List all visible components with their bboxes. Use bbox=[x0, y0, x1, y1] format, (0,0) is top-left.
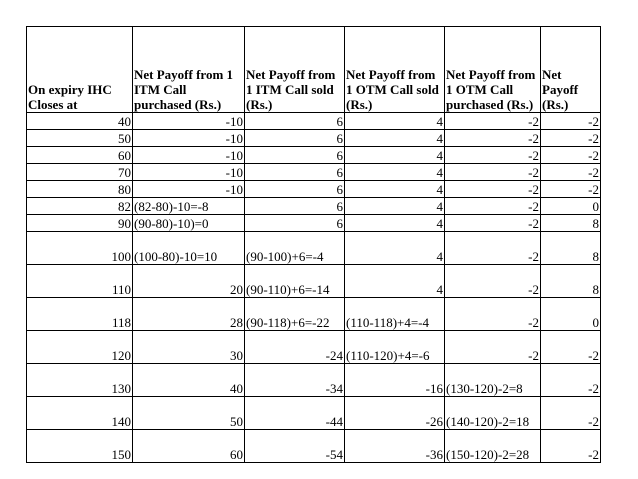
table-row bbox=[27, 298, 601, 331]
table-cell: -2 bbox=[541, 181, 601, 198]
table-row bbox=[27, 147, 601, 164]
table-cell: 0 bbox=[541, 298, 601, 331]
table-cell: 0 bbox=[541, 198, 601, 215]
table-cell: 6 bbox=[245, 215, 345, 232]
table-cell: -2 bbox=[445, 232, 541, 265]
table-cell: 6 bbox=[245, 181, 345, 198]
table-cell: 4 bbox=[345, 198, 445, 215]
table-cell: -2 bbox=[445, 130, 541, 147]
column-header: Net Payoff from 1 ITM Call sold (Rs.) bbox=[245, 27, 345, 113]
table-cell: 50 bbox=[27, 130, 133, 147]
table-cell: 6 bbox=[245, 130, 345, 147]
table-cell: -2 bbox=[541, 364, 601, 397]
table-row bbox=[27, 181, 601, 198]
table-cell: 118 bbox=[27, 298, 133, 331]
table-row bbox=[27, 215, 601, 232]
table-cell: 4 bbox=[345, 130, 445, 147]
table-cell: -2 bbox=[541, 397, 601, 430]
table-row bbox=[27, 164, 601, 181]
table-cell: -34 bbox=[245, 364, 345, 397]
table-row bbox=[27, 265, 601, 298]
table-row bbox=[27, 364, 601, 397]
table-cell: 20 bbox=[133, 265, 245, 298]
table-cell: -2 bbox=[541, 430, 601, 463]
table-cell: 90 bbox=[27, 215, 133, 232]
table-body bbox=[27, 113, 601, 463]
table-cell: (90-80)-10)=0 bbox=[133, 215, 245, 232]
table-cell: 6 bbox=[245, 147, 345, 164]
table-cell: 40 bbox=[133, 364, 245, 397]
table-cell: 6 bbox=[245, 164, 345, 181]
table-cell: 140 bbox=[27, 397, 133, 430]
table-row bbox=[27, 331, 601, 364]
column-header: Net Payoff from 1 OTM Call sold (Rs.) bbox=[345, 27, 445, 113]
table-cell: -36 bbox=[345, 430, 445, 463]
table-cell: (90-100)+6=-4 bbox=[245, 232, 345, 265]
table-row bbox=[27, 130, 601, 147]
table-cell: (110-118)+4=-4 bbox=[345, 298, 445, 331]
table-cell: 120 bbox=[27, 331, 133, 364]
table-cell: -2 bbox=[541, 164, 601, 181]
table-cell: -2 bbox=[445, 265, 541, 298]
table-cell: 130 bbox=[27, 364, 133, 397]
table-row bbox=[27, 113, 601, 130]
table-cell: -2 bbox=[541, 331, 601, 364]
table-cell: -2 bbox=[445, 215, 541, 232]
table-cell: (100-80)-10=10 bbox=[133, 232, 245, 265]
table-cell: -2 bbox=[445, 298, 541, 331]
table-cell: 28 bbox=[133, 298, 245, 331]
table-cell: -54 bbox=[245, 430, 345, 463]
table-cell: -2 bbox=[541, 147, 601, 164]
table-cell: 70 bbox=[27, 164, 133, 181]
table-cell: -2 bbox=[541, 130, 601, 147]
table-cell: 50 bbox=[133, 397, 245, 430]
table-cell: 80 bbox=[27, 181, 133, 198]
table-cell: 100 bbox=[27, 232, 133, 265]
table-cell: 4 bbox=[345, 147, 445, 164]
table-cell: -2 bbox=[445, 147, 541, 164]
table-cell: -16 bbox=[345, 364, 445, 397]
column-header: Net Payoff from 1 ITM Call purchased (Rs.) bbox=[133, 27, 245, 113]
table-cell: -2 bbox=[541, 113, 601, 130]
table-cell: (82-80)-10=-8 bbox=[133, 198, 245, 215]
table-cell: 4 bbox=[345, 265, 445, 298]
table-cell: 82 bbox=[27, 198, 133, 215]
table-cell: -10 bbox=[133, 130, 245, 147]
table-cell: -2 bbox=[445, 164, 541, 181]
table-cell: 8 bbox=[541, 215, 601, 232]
table-cell: 4 bbox=[345, 181, 445, 198]
table-row bbox=[27, 198, 601, 215]
table-cell: (110-120)+4=-6 bbox=[345, 331, 445, 364]
payoff-table bbox=[26, 26, 601, 463]
table-cell: 4 bbox=[345, 164, 445, 181]
table-cell: 6 bbox=[245, 113, 345, 130]
table-cell: -2 bbox=[445, 181, 541, 198]
column-header: On expiry IHC Closes at bbox=[27, 27, 133, 113]
table-cell: (90-118)+6=-22 bbox=[245, 298, 345, 331]
table-cell: 110 bbox=[27, 265, 133, 298]
column-header: Net Payoff from 1 OTM Call purchased (Rs.) bbox=[445, 27, 541, 113]
table-cell: 4 bbox=[345, 113, 445, 130]
table-cell: 30 bbox=[133, 331, 245, 364]
table-cell: (130-120)-2=8 bbox=[445, 364, 541, 397]
table-cell: 40 bbox=[27, 113, 133, 130]
table-cell: 150 bbox=[27, 430, 133, 463]
table-cell: 60 bbox=[27, 147, 133, 164]
table-cell: -2 bbox=[445, 331, 541, 364]
table-cell: -10 bbox=[133, 164, 245, 181]
table-cell: -24 bbox=[245, 331, 345, 364]
table-cell: 8 bbox=[541, 265, 601, 298]
table-cell: -10 bbox=[133, 181, 245, 198]
table-cell: -44 bbox=[245, 397, 345, 430]
table-cell: (140-120)-2=18 bbox=[445, 397, 541, 430]
table-cell: (150-120)-2=28 bbox=[445, 430, 541, 463]
table-cell: -10 bbox=[133, 113, 245, 130]
table-cell: -10 bbox=[133, 147, 245, 164]
table-cell: 6 bbox=[245, 198, 345, 215]
table-cell: -2 bbox=[445, 113, 541, 130]
table-cell: 4 bbox=[345, 232, 445, 265]
header-row bbox=[27, 27, 601, 113]
table-row bbox=[27, 430, 601, 463]
table-cell: 8 bbox=[541, 232, 601, 265]
table-row bbox=[27, 397, 601, 430]
table-cell: -2 bbox=[445, 198, 541, 215]
table-row bbox=[27, 232, 601, 265]
table-cell: 60 bbox=[133, 430, 245, 463]
table-cell: 4 bbox=[345, 215, 445, 232]
column-header: Net Payoff (Rs.) bbox=[541, 27, 601, 113]
table-cell: -26 bbox=[345, 397, 445, 430]
table-cell: (90-110)+6=-14 bbox=[245, 265, 345, 298]
